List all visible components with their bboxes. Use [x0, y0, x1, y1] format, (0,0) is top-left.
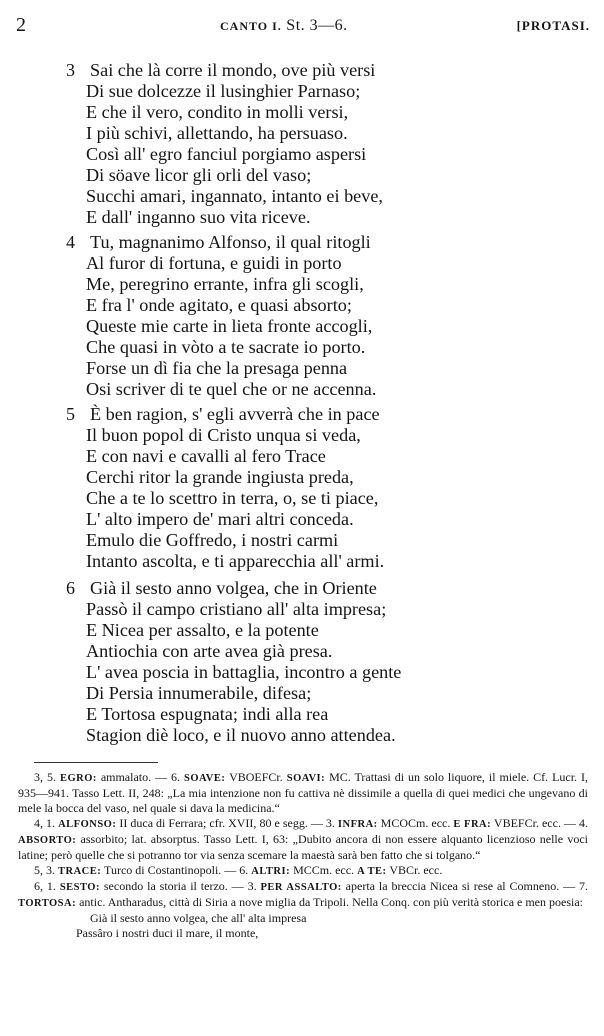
page-header — [16, 14, 590, 38]
note-lemma: SOAVI: — [286, 773, 326, 784]
note-ref: 6, 1. — [34, 879, 56, 893]
verse-line: L' avea poscia in battaglia, incontro a gente — [86, 662, 402, 682]
verse-line: Di söave licor gli orli del vaso; — [86, 165, 312, 185]
note-lemma: A TE: — [357, 866, 387, 877]
verse-line: E dall' inganno suo vita riceve. — [86, 207, 311, 227]
note-ref: 5, 3. — [34, 863, 55, 877]
stanza-number: 4 — [66, 232, 75, 252]
running-head — [220, 17, 348, 35]
footnote-stanza-3 — [18, 770, 588, 816]
verse-line: Cerchi ritor la grande ingiusta preda, — [86, 467, 354, 487]
note-lemma: ABSORTO: — [18, 835, 77, 846]
note-ref: 4, 1. — [34, 816, 56, 830]
note-lemma: SOAVE: — [184, 773, 226, 784]
footnote-stanza-5 — [18, 863, 588, 879]
note-text: VBEFCr. ecc. — 4. — [491, 816, 589, 830]
quoted-verse: Già il sesto anno volgea, che all' alta impresa — [90, 911, 307, 925]
verse-line: L' alto impero de' mari altri conceda. — [86, 509, 354, 529]
verse-line: E fra l' onde agitato, e quasi absorto; — [86, 295, 352, 315]
verse-line: Tu, magnanimo Alfonso, il qual ritogli — [90, 232, 371, 252]
note-text: MCOCm. ecc. — [377, 816, 454, 830]
section-label: [PROTASI. — [516, 18, 590, 33]
note-text: Turco di Costantinopoli. — 6. — [101, 863, 252, 877]
note-ref: 3, 5. — [34, 770, 56, 784]
verse-line: Così all' egro fanciul porgiamo aspersi — [86, 144, 367, 164]
page-number: 2 — [16, 14, 26, 36]
canto-label: CANTO I. — [220, 19, 282, 33]
note-text: VBOEFCr. — [225, 770, 287, 784]
verse-line: E Tortosa espugnata; indi alla rea — [86, 704, 329, 724]
note-text: MC. Trattasi di un solo liquore, il miele. Cf. Lucr. I, 935—941. Tasso Lett. II, 248: „La mia intenzione non fu cattiva nè dissimile a quella di quei medici che ungevano di mele la bocca del vaso, nel quale si dava la medicina.“ — [18, 770, 589, 815]
verse-line: Che quasi in vòto a te sacrate io porto. — [86, 337, 366, 357]
stanza-number: 3 — [66, 60, 75, 80]
verse-line: Intanto ascolta, e ti apparecchia all' armi. — [86, 551, 385, 571]
verse-line: E che il vero, condito in molli versi, — [86, 102, 349, 122]
verse-line: Emulo die Goffredo, i nostri carmi — [86, 530, 339, 550]
verse-line: E Nicea per assalto, e la potente — [86, 620, 319, 640]
stanza-number: 5 — [66, 404, 75, 424]
note-text: aperta la breccia Nicea si rese al Comneno. — 7. — [341, 879, 588, 893]
note-lemma: TORTOSA: — [18, 898, 77, 909]
verse-line: Succhi amari, ingannato, intanto ei beve, — [86, 186, 383, 206]
verse-line: E con navi e cavalli al fero Trace — [86, 446, 326, 466]
verse-line: Già il sesto anno volgea, che in Oriente — [90, 578, 377, 598]
note-text: MCCm. ecc. — [290, 863, 358, 877]
footnotes — [18, 770, 588, 941]
note-text: ammalato. — 6. — [96, 770, 185, 784]
verse-line: Queste mie carte in lieta fronte accogli, — [86, 316, 373, 336]
verse-line: Il buon popol di Cristo unqua si veda, — [86, 425, 361, 445]
note-lemma: PER ASSALTO: — [260, 882, 342, 893]
verse-line: Che a te lo scettro in terra, o, se ti piace, — [86, 488, 379, 508]
footnote-stanza-6 — [18, 879, 588, 911]
note-text: assorbito; lat. absorptus. Tasso Lett. I, 63: „Dubito ancora di non essere alquanto licenzioso nelle voci latine; però quelle che si potranno tor via senza scemare la maestà sarà ben fatto che si tolgano.“ — [18, 832, 588, 862]
note-lemma: ALTRI: — [251, 866, 291, 877]
verse-line: Passò il campo cristiano all' alta impresa; — [86, 599, 387, 619]
verse-line: È ben ragion, s' egli avverrà che in pace — [90, 404, 380, 424]
note-lemma: INFRA: — [337, 819, 378, 830]
note-lemma: E FRA: — [453, 819, 492, 830]
verse-line: I più schivi, allettando, ha persuaso. — [86, 123, 348, 143]
footnote-stanza-4 — [18, 816, 588, 863]
verse-line: Al furor di fortuna, e guidi in porto — [86, 253, 342, 273]
note-lemma: ALFONSO: — [58, 819, 117, 830]
stanza-number: 6 — [66, 578, 75, 598]
verse-line: Di Persia innumerabile, difesa; — [86, 683, 312, 703]
verse-line: Antiochia con arte avea già presa. — [86, 641, 333, 661]
note-lemma: EGRO: — [59, 773, 97, 784]
verse-line: Osi scriver di te quel che or ne accenna. — [86, 379, 377, 399]
stanza-range: St. 3—6. — [286, 17, 348, 34]
verse-line: Me, peregrino errante, infra gli scogli, — [86, 274, 364, 294]
note-text: II duca di Ferrara; cfr. XVII, 80 e segg. — 3. — [116, 816, 338, 830]
verse-line: Sai che là corre il mondo, ove più versi — [90, 60, 376, 80]
footnote-rule — [34, 762, 158, 763]
note-lemma: SESTO: — [59, 882, 100, 893]
verse-line: Stagion diè loco, e il nuovo anno attendea. — [86, 725, 396, 745]
verse-line: Di sue dolcezze il lusinghier Parnaso; — [86, 81, 361, 101]
note-lemma: TRACE: — [58, 866, 102, 877]
note-text: secondo la storia il terzo. — 3. — [99, 879, 261, 893]
verse-line: Forse un dì fia che la presaga penna — [86, 358, 348, 378]
note-text: VBCr. ecc. — [386, 863, 443, 877]
quoted-verse: Passâro i nostri duci il mare, il monte, — [76, 926, 259, 940]
note-text: antic. Antharadus, città di Siria a nove miglia da Tripoli. Nella Conq. con più verità storica e men poesia: — [76, 895, 583, 909]
